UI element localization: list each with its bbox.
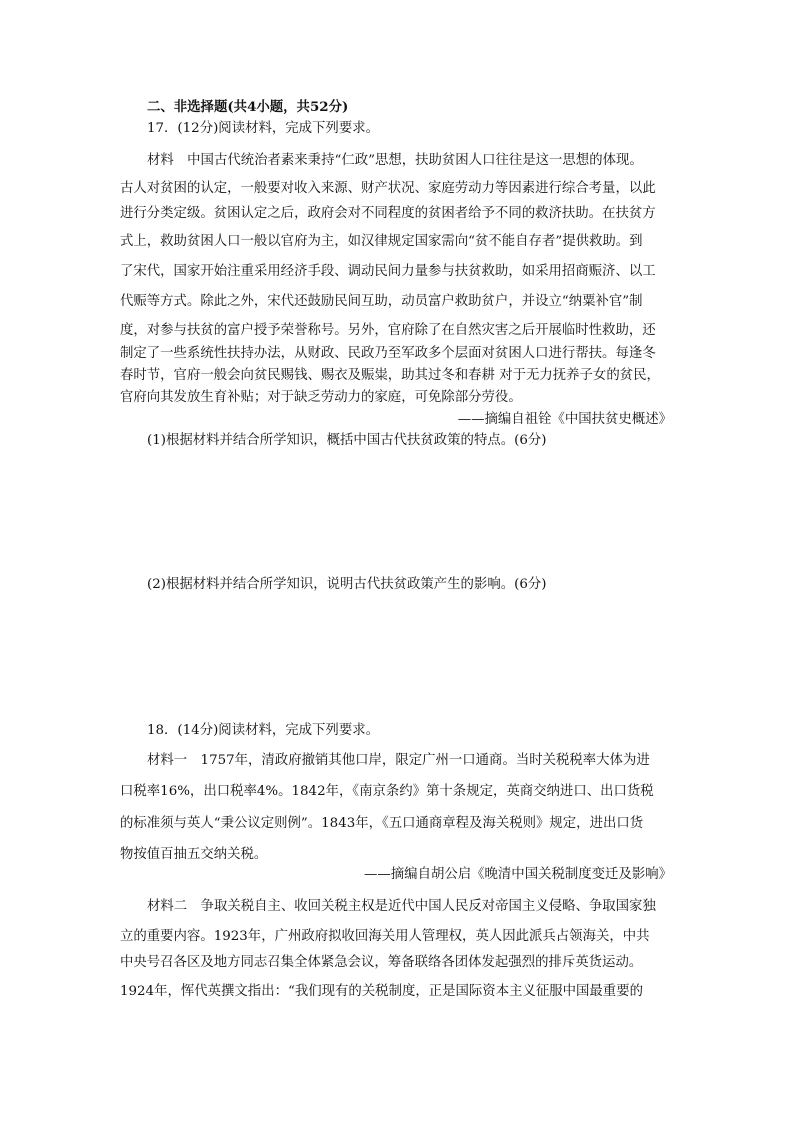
- q17-source: ——摘编自祖铨《中国扶贫史概述》: [457, 412, 672, 427]
- q17-material-line: 代赈等方式。除此之外，宋代还鼓励民间互助，动员富户救助贫户，并设立“纳粟补官”制: [120, 294, 643, 309]
- q17-material-line: 了宋代，国家开始注重采用经济手段、调动民间力量参与扶贫救助，如采用招商赈济、以工: [120, 264, 656, 279]
- q17-material-line: 材料 中国古代统治者素来秉持“仁政”思想，扶助贫困人口往往是这一思想的体现。: [147, 153, 643, 168]
- q18-material1-line: 物按值百抽五交纳关税。: [120, 847, 268, 862]
- q17-material-line: 度，对参与扶贫的富户授予荣誉称号。另外，官府除了在自然灾害之后开展临时性救助，还: [120, 323, 656, 338]
- q18-material2-line: 1924年，恽代英撰文指出：“我们现有的关税制度，正是国际资本主义征服中国最重要的: [120, 984, 643, 999]
- q18-material2-line: 中央号召各区及地方同志召集全体紧急会议，筹备联络各团体发起强烈的排斥英货运动。: [120, 955, 643, 970]
- q18-material2-line: 材料二 争取关税自主、收回关税主权是近代中国人民反对帝国主义侵略、争取国家独: [147, 899, 656, 914]
- q18-material1-line: 材料一 1757年，清政府撤销其他口岸，限定广州一口通商。当时关税税率大体为进: [147, 753, 650, 768]
- q17-subquestion-1: (1)根据材料并结合所学知识，概括中国古代扶贫政策的特点。(6分): [147, 433, 547, 448]
- q17-material-line: 官府向其发放生育补贴；对于缺乏劳动力的家庭，可免除部分劳役。: [120, 390, 522, 405]
- question-17-title: 17．(12分)阅读材料，完成下列要求。: [147, 121, 379, 136]
- q17-material-line: 式上，救助贫困人口一般以官府为主，如汉律规定国家需向“贫不能自存者”提供救助。到: [120, 234, 643, 249]
- q17-material-line: 制定了一些系统性扶持办法，从财政、民政乃至军政多个层面对贫困人口进行帮扶。每逢冬: [120, 346, 656, 361]
- q18-material2-line: 立的重要内容。1923年，广州政府拟收回海关用人管理权，英人因此派兵占领海关，中共: [120, 929, 650, 944]
- q17-subquestion-2: (2)根据材料并结合所学知识，说明古代扶贫政策产生的影响。(6分): [147, 577, 547, 592]
- section-header: 二、非选择题(共4小题，共52分): [147, 99, 349, 115]
- q18-source-1: ——摘编自胡公启《晚清中国关税制度变迁及影响》: [364, 867, 672, 882]
- q17-material-line: 春时节，官府一般会向贫民赐钱、赐衣及赈粜，助其过冬和春耕 对于无力抚养子女的贫民，: [120, 368, 660, 383]
- q17-material-line: 进行分类定级。贫困认定之后，政府会对不同程度的贫困者给予不同的救济扶助。在扶贫方: [120, 206, 656, 221]
- q18-material1-line: 口税率16%，出口税率4%。1842年，《南京条约》第十条规定，英商交纳进口、出口货税: [120, 784, 654, 799]
- q17-material-line: 古人对贫困的认定，一般要对收入来源、财产状况、家庭劳动力等因素进行综合考量，以此: [120, 181, 656, 196]
- question-18-title: 18．(14分)阅读材料，完成下列要求。: [147, 723, 379, 738]
- q18-material1-line: 的标准须与英人“秉公议定则例”。1843年，《五口通商章程及海关税则》规定，进出口货: [120, 816, 644, 831]
